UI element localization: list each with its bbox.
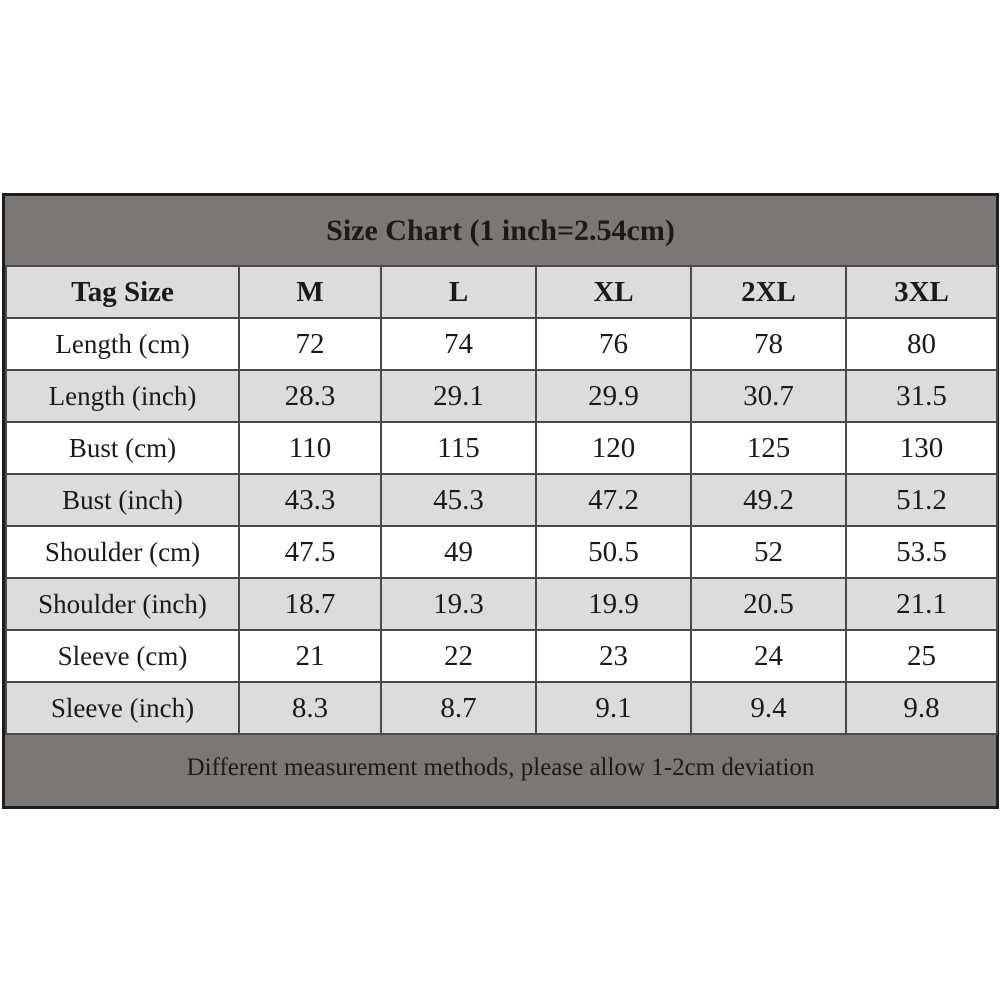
value-cell: 120 xyxy=(536,422,691,474)
size-table xyxy=(5,265,998,735)
value-cell: 9.4 xyxy=(691,682,846,734)
value-cell: 130 xyxy=(846,422,997,474)
value-cell: 8.3 xyxy=(239,682,381,734)
value-cell: 18.7 xyxy=(239,578,381,630)
value-cell: 43.3 xyxy=(239,474,381,526)
value-cell: 31.5 xyxy=(846,370,997,422)
row-label: Length (inch) xyxy=(6,370,239,422)
value-cell: 19.3 xyxy=(381,578,536,630)
value-cell: 23 xyxy=(536,630,691,682)
value-cell: 29.1 xyxy=(381,370,536,422)
value-cell: 47.2 xyxy=(536,474,691,526)
header-size-3xl: 3XL xyxy=(846,266,997,318)
table-row-shoulder-inch xyxy=(6,578,997,630)
value-cell: 8.7 xyxy=(381,682,536,734)
value-cell: 19.9 xyxy=(536,578,691,630)
header-size-l: L xyxy=(381,266,536,318)
table-row-sleeve-inch xyxy=(6,682,997,734)
header-size-xl: XL xyxy=(536,266,691,318)
value-cell: 28.3 xyxy=(239,370,381,422)
table-row-sleeve-cm xyxy=(6,630,997,682)
header-size-2xl: 2XL xyxy=(691,266,846,318)
chart-title: Size Chart (1 inch=2.54cm) xyxy=(326,213,675,247)
header-size-m: M xyxy=(239,266,381,318)
value-cell: 45.3 xyxy=(381,474,536,526)
value-cell: 9.8 xyxy=(846,682,997,734)
value-cell: 74 xyxy=(381,318,536,370)
value-cell: 30.7 xyxy=(691,370,846,422)
value-cell: 110 xyxy=(239,422,381,474)
footnote: Different measurement methods, please allow 1-2cm deviation xyxy=(186,754,815,781)
value-cell: 50.5 xyxy=(536,526,691,578)
value-cell: 24 xyxy=(691,630,846,682)
value-cell: 115 xyxy=(381,422,536,474)
table-row-length-inch xyxy=(6,370,997,422)
table-row-length-cm xyxy=(6,318,997,370)
size-chart xyxy=(2,193,999,809)
row-label: Shoulder (inch) xyxy=(6,578,239,630)
value-cell: 22 xyxy=(381,630,536,682)
table-row-bust-inch xyxy=(6,474,997,526)
row-label: Length (cm) xyxy=(6,318,239,370)
value-cell: 49 xyxy=(381,526,536,578)
header-row xyxy=(6,266,997,318)
value-cell: 125 xyxy=(691,422,846,474)
value-cell: 53.5 xyxy=(846,526,997,578)
table-row-shoulder-cm xyxy=(6,526,997,578)
value-cell: 47.5 xyxy=(239,526,381,578)
value-cell: 51.2 xyxy=(846,474,997,526)
header-tag-size: Tag Size xyxy=(6,266,239,318)
value-cell: 29.9 xyxy=(536,370,691,422)
row-label: Bust (cm) xyxy=(6,422,239,474)
row-label: Bust (inch) xyxy=(6,474,239,526)
row-label: Sleeve (cm) xyxy=(6,630,239,682)
value-cell: 25 xyxy=(846,630,997,682)
row-label: Sleeve (inch) xyxy=(6,682,239,734)
value-cell: 49.2 xyxy=(691,474,846,526)
value-cell: 21 xyxy=(239,630,381,682)
table-row-bust-cm xyxy=(6,422,997,474)
value-cell: 76 xyxy=(536,318,691,370)
value-cell: 21.1 xyxy=(846,578,997,630)
value-cell: 78 xyxy=(691,318,846,370)
value-cell: 52 xyxy=(691,526,846,578)
value-cell: 72 xyxy=(239,318,381,370)
value-cell: 80 xyxy=(846,318,997,370)
row-label: Shoulder (cm) xyxy=(6,526,239,578)
value-cell: 9.1 xyxy=(536,682,691,734)
value-cell: 20.5 xyxy=(691,578,846,630)
